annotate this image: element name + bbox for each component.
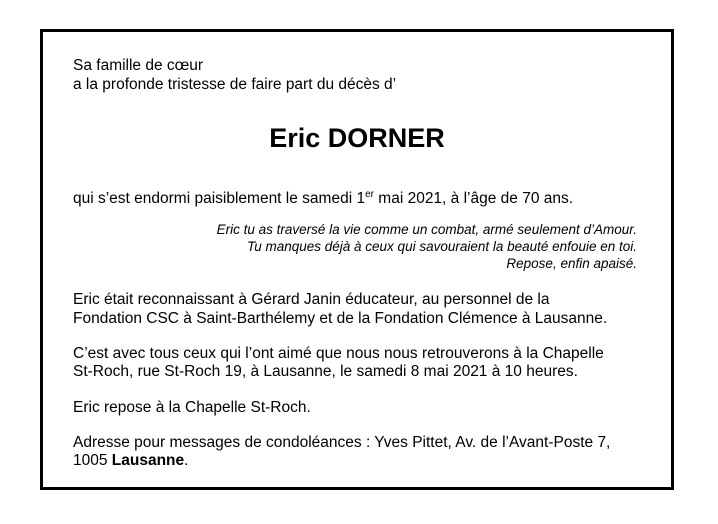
death-text-end: mai 2021, à l’âge de 70 ans. [373,190,574,207]
postal-code: 1005 [73,452,112,469]
resting-place: Eric repose à la Chapelle St-Roch. [73,399,311,416]
intro-line-1: Sa famille de cœur [73,57,204,74]
quote-line-3: Repose, enfin apaisé. [506,256,637,271]
tribute-quote [217,221,637,272]
address-line-2 [73,451,188,470]
quote-line-2: Tu manques déjà à ceux qui savouraient la beauté enfouie en toi. [246,239,637,254]
address-end: . [184,452,189,469]
notice-frame [40,29,674,490]
deceased-name: Eric DORNER [269,123,445,153]
death-announcement [73,189,573,208]
ceremony-line-1: C’est avec tous ceux qui l’ont aimé que nous nous retrouverons à la Chapelle [73,345,604,362]
thanks-line-2: Fondation CSC à Saint-Barthélemy et de la Fondation Clémence à Lausanne. [73,310,608,327]
city-name: Lausanne [111,452,185,469]
thanks-line-1: Eric était reconnaissant à Gérard Janin éducateur, au personnel de la [73,291,550,308]
intro-line-2: a la profonde tristesse de faire part du décès d’ [73,76,397,93]
quote-line-1: Eric tu as traversé la vie comme un combat, armé seulement d’Amour. [216,222,637,237]
death-text: qui s’est endormi paisiblement le samedi 1 [73,190,366,207]
ordinal-suffix: er [365,188,374,200]
address-line-1: Adresse pour messages de condoléances : Yves Pittet, Av. de l’Avant-Poste 7, [73,434,611,451]
ceremony-line-2: St-Roch, rue St-Roch 19, à Lausanne, le samedi 8 mai 2021 à 10 heures. [73,363,578,380]
